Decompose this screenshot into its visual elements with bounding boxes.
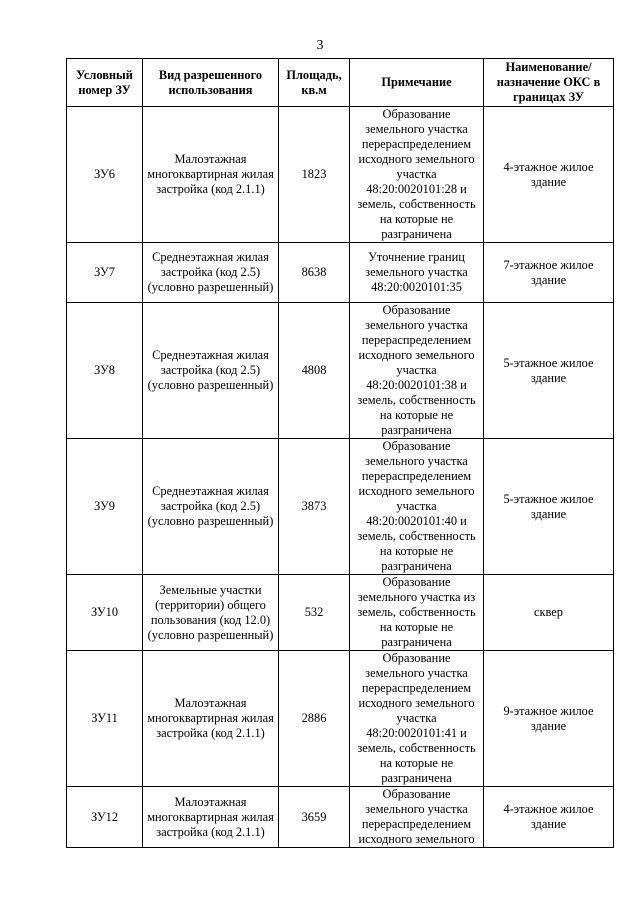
- table-header-row: [67, 59, 614, 107]
- header-area: Площадь, кв.м: [279, 59, 350, 107]
- table-row: [67, 303, 614, 439]
- cell-zu-number: ЗУ6: [67, 107, 143, 243]
- cell-note: Образование земельного участка из земель, собственность на которые не разграничена: [350, 575, 484, 651]
- cell-note: Образование земельного участка перераспределением исходного земельного участка 48:20:0020101:41 и земель, собственность на которые не разграничена: [350, 651, 484, 787]
- cell-permitted-use: Среднеэтажная жилая застройка (код 2.5) (условно разрешенный): [143, 439, 279, 575]
- cell-oks-purpose: 5-этажное жилое здание: [484, 439, 614, 575]
- table-row: [67, 575, 614, 651]
- cell-oks-purpose: 5-этажное жилое здание: [484, 303, 614, 439]
- cell-oks-purpose: 4-этажное жилое здание: [484, 787, 614, 848]
- table-row: [67, 107, 614, 243]
- cell-zu-number: ЗУ10: [67, 575, 143, 651]
- cell-oks-purpose: 4-этажное жилое здание: [484, 107, 614, 243]
- cell-permitted-use: Земельные участки (территории) общего пользования (код 12.0) (условно разрешенный): [143, 575, 279, 651]
- land-plots-table: [66, 58, 614, 848]
- cell-oks-purpose: 7-этажное жилое здание: [484, 243, 614, 303]
- cell-permitted-use: Среднеэтажная жилая застройка (код 2.5) (условно разрешенный): [143, 243, 279, 303]
- cell-area: 2886: [279, 651, 350, 787]
- cell-area: 8638: [279, 243, 350, 303]
- table-row: [67, 787, 614, 848]
- cell-oks-purpose: 9-этажное жилое здание: [484, 651, 614, 787]
- cell-note: Образование земельного участка перераспределением исходного земельного: [350, 787, 484, 848]
- cell-area: 532: [279, 575, 350, 651]
- page-number: 3: [316, 38, 324, 53]
- cell-permitted-use: Малоэтажная многоквартирная жилая застройка (код 2.1.1): [143, 651, 279, 787]
- cell-zu-number: ЗУ12: [67, 787, 143, 848]
- cell-zu-number: ЗУ7: [67, 243, 143, 303]
- header-note: Примечание: [350, 59, 484, 107]
- cell-note: Уточнение границ земельного участка 48:20:0020101:35: [350, 243, 484, 303]
- table-row: [67, 651, 614, 787]
- cell-zu-number: ЗУ9: [67, 439, 143, 575]
- cell-area: 4808: [279, 303, 350, 439]
- cell-zu-number: ЗУ11: [67, 651, 143, 787]
- cell-note: Образование земельного участка перераспределением исходного земельного участка 48:20:0020101:40 и земель, собственность на которые не разграничена: [350, 439, 484, 575]
- cell-permitted-use: Малоэтажная многоквартирная жилая застройка (код 2.1.1): [143, 107, 279, 243]
- header-oks-purpose: Наименование/ назначение ОКС в границах ЗУ: [484, 59, 614, 107]
- table-row: [67, 243, 614, 303]
- cell-note: Образование земельного участка перераспределением исходного земельного участка 48:20:0020101:38 и земель, собственность на которые не разграничена: [350, 303, 484, 439]
- header-zu-number: Условный номер ЗУ: [67, 59, 143, 107]
- table-row: [67, 439, 614, 575]
- cell-area: 1823: [279, 107, 350, 243]
- cell-permitted-use: Малоэтажная многоквартирная жилая застройка (код 2.1.1): [143, 787, 279, 848]
- cell-area: 3659: [279, 787, 350, 848]
- header-permitted-use: Вид разрешенного использования: [143, 59, 279, 107]
- cell-note: Образование земельного участка перераспределением исходного земельного участка 48:20:0020101:28 и земель, собственность на которые не разграничена: [350, 107, 484, 243]
- cell-area: 3873: [279, 439, 350, 575]
- cell-permitted-use: Среднеэтажная жилая застройка (код 2.5) (условно разрешенный): [143, 303, 279, 439]
- cell-zu-number: ЗУ8: [67, 303, 143, 439]
- cell-oks-purpose: сквер: [484, 575, 614, 651]
